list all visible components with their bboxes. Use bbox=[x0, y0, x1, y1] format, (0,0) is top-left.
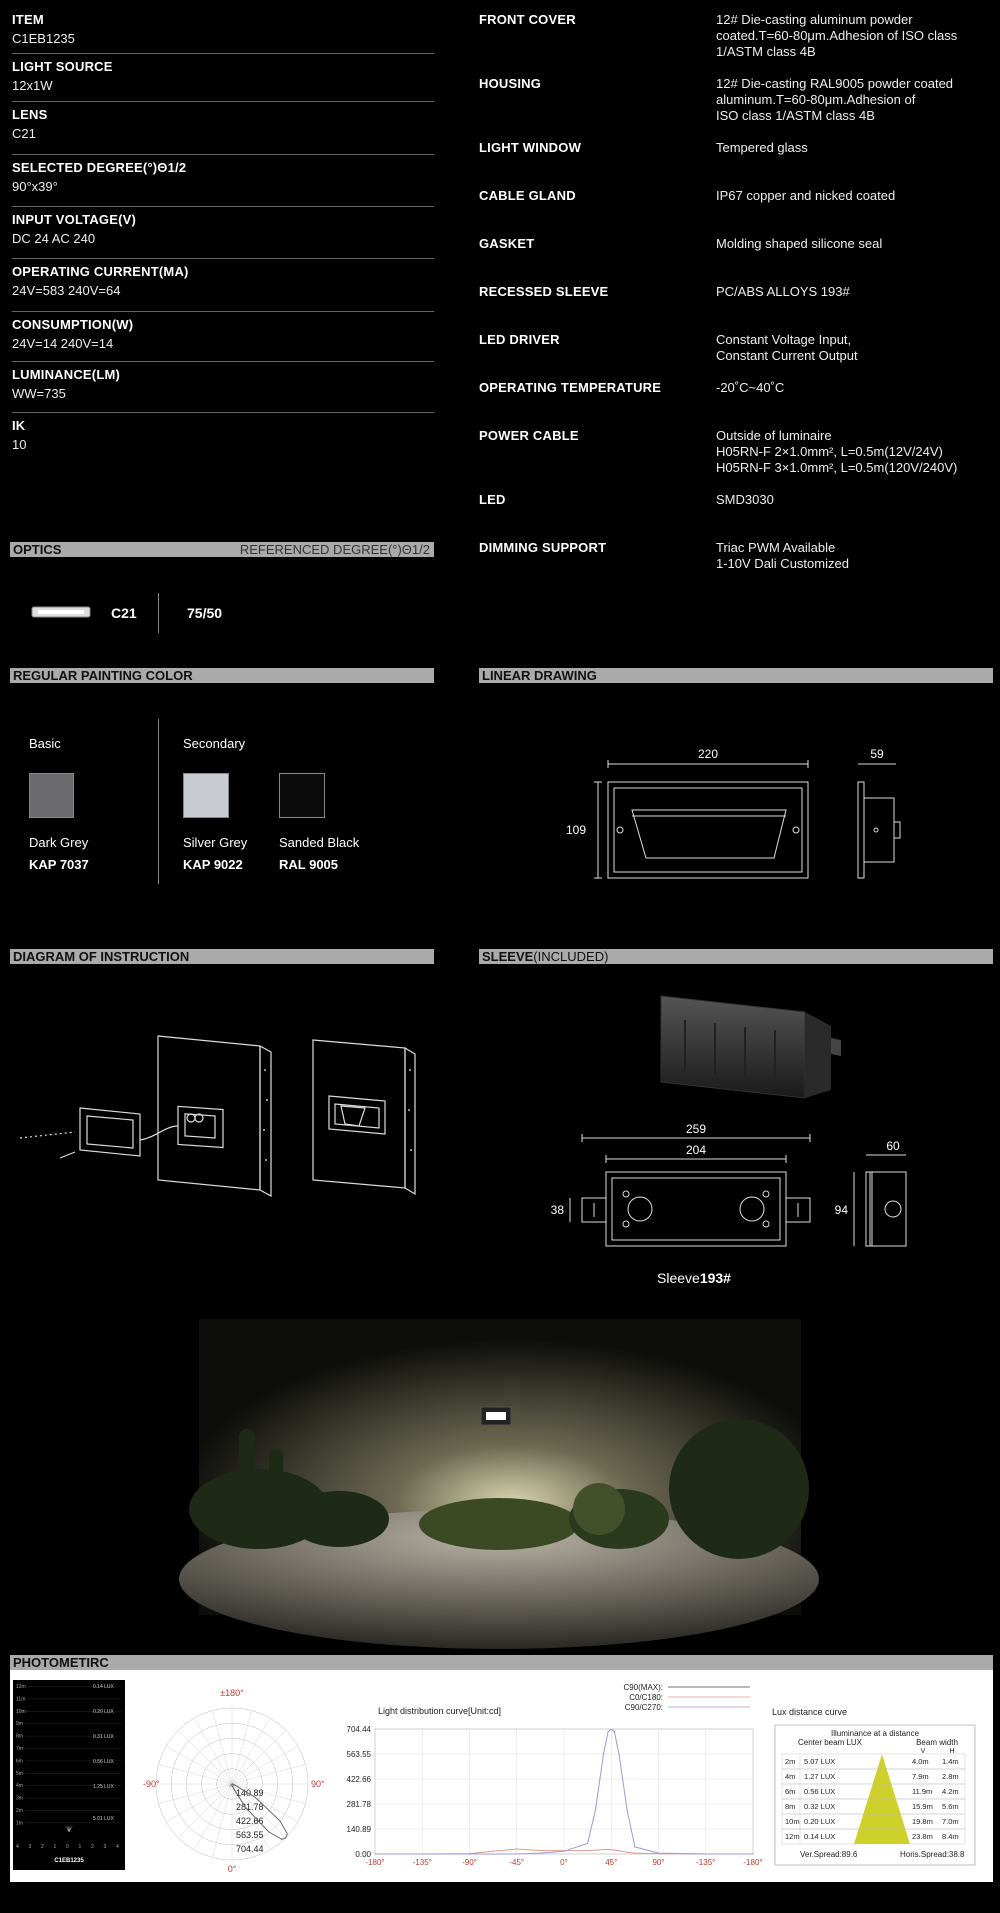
polar-right-label: 90° bbox=[311, 1779, 325, 1789]
beam-spread-thumbnail bbox=[13, 1680, 125, 1870]
beam-lux-label: 1.25 LUX bbox=[93, 1784, 114, 1790]
curve-point bbox=[658, 1853, 659, 1854]
spec-right-value-4-0: Molding shaped silicone seal bbox=[716, 236, 883, 251]
polar-ring-label: 563.55 bbox=[236, 1830, 264, 1840]
linear-drawing-title: LINEAR DRAWING bbox=[482, 668, 597, 683]
beam-axis-label: 0 bbox=[66, 1844, 69, 1850]
spec-value: 10 bbox=[12, 437, 27, 452]
spec-label: LENS bbox=[12, 107, 48, 122]
curve-point bbox=[540, 1850, 541, 1851]
curve-y-tick: 704.44 bbox=[346, 1725, 371, 1734]
curve-point bbox=[374, 1853, 375, 1854]
polar-spoke bbox=[232, 1730, 286, 1784]
spec-value: 90°x39° bbox=[12, 179, 58, 194]
color-name-dark-grey: Dark Grey bbox=[29, 835, 89, 850]
spec-right-value-10-1: 1-10V Dali Customized bbox=[716, 556, 849, 571]
curve-x-tick: -90° bbox=[462, 1858, 477, 1867]
curve-point bbox=[587, 1843, 588, 1844]
curve-point bbox=[516, 1853, 517, 1854]
curve-point bbox=[493, 1853, 494, 1854]
basic-label: Basic bbox=[29, 736, 61, 751]
spec-label: IK bbox=[12, 418, 26, 433]
spec-right-label-1: HOUSING bbox=[479, 76, 542, 91]
lux-row-value: 5.07 LUX bbox=[804, 1757, 836, 1766]
spec-value: 12x1W bbox=[12, 78, 53, 93]
sleeve-inner-dim: 204 bbox=[685, 1143, 707, 1157]
optics-referenced-degree-label: REFERENCED DEGREE(°)Θ1/2 bbox=[239, 542, 430, 557]
polar-ring-label: 704.44 bbox=[236, 1844, 264, 1854]
lux-row-value: 0.56 LUX bbox=[804, 1787, 836, 1796]
beam-lux-label: 0.20 LUX bbox=[93, 1709, 114, 1715]
curve-y-tick: 0.00 bbox=[355, 1850, 371, 1859]
beam-axis-label: 2 bbox=[91, 1844, 94, 1850]
lux-row-distance: 8m bbox=[785, 1802, 796, 1811]
painting-title: REGULAR PAINTING COLOR bbox=[13, 668, 193, 683]
curve-point bbox=[608, 1849, 609, 1850]
sleeve-title-sub: (INCLUDED) bbox=[533, 949, 609, 964]
curve-point bbox=[595, 1850, 596, 1851]
spec-row-4 bbox=[12, 212, 434, 259]
lux-row-value: 1.27 LUX bbox=[804, 1772, 836, 1781]
curve-point bbox=[540, 1853, 541, 1854]
spec-value: DC 24 AC 240 bbox=[12, 231, 96, 246]
photometric-title: PHOTOMETIRC bbox=[13, 1655, 109, 1670]
curve-x-tick: -180° bbox=[743, 1858, 763, 1867]
beam-row-label: 2m bbox=[16, 1808, 23, 1814]
beam-item-label: C1EB1235 bbox=[54, 1858, 84, 1864]
sleeve-height-right-dim: 94 bbox=[834, 1203, 848, 1217]
spec-right-value-5-0: PC/ABS ALLOYS 193# bbox=[716, 284, 850, 299]
polar-spoke bbox=[232, 1746, 298, 1784]
spec-label: LIGHT SOURCE bbox=[12, 59, 113, 74]
spec-label: OPERATING CURRENT(MA) bbox=[12, 264, 189, 279]
sleeve-caption-prefix: Sleeve bbox=[657, 1270, 700, 1286]
spec-right-value-8-1: H05RN-F 2×1.0mm², L=0.5m(12V/24V) bbox=[716, 444, 943, 459]
spec-label: LUMINANCE(LM) bbox=[12, 367, 121, 382]
beam-row-label: 9m bbox=[16, 1721, 23, 1728]
beam-axis-label: 1 bbox=[53, 1844, 57, 1850]
lux-col1: Center beam LUX bbox=[797, 1738, 863, 1747]
spec-value: 24V=14 240V=14 bbox=[12, 336, 114, 351]
lux-row-h: 5.6m bbox=[942, 1802, 959, 1811]
curve-x-tick: 45° bbox=[605, 1858, 618, 1867]
spec-right-label-3: CABLE GLAND bbox=[479, 188, 576, 203]
lux-row-distance: 10m bbox=[785, 1817, 800, 1826]
spec-value: C1EB1235 bbox=[12, 31, 75, 46]
polar-ring-label: 140.89 bbox=[236, 1788, 264, 1798]
curve-point bbox=[516, 1848, 517, 1849]
spec-right-value-10-0: Triac PWM Available bbox=[716, 540, 836, 555]
beam-row-label: 12m bbox=[16, 1684, 26, 1690]
polar-bottom-label: 0° bbox=[227, 1864, 237, 1874]
curve-point bbox=[469, 1853, 470, 1854]
curve-point bbox=[634, 1853, 635, 1854]
polar-distribution-chart bbox=[145, 1684, 335, 1874]
curve-point bbox=[614, 1850, 615, 1851]
polar-spoke bbox=[232, 1764, 305, 1784]
spec-right-label-2: LIGHT WINDOW bbox=[479, 140, 582, 155]
color-swatch-sanded-black bbox=[279, 773, 325, 818]
linear-depth-dim: 59 bbox=[870, 747, 884, 761]
polar-left-label: -90° bbox=[143, 1779, 160, 1789]
photometric-header-bar bbox=[10, 1655, 993, 1670]
curve-point bbox=[603, 1754, 604, 1755]
optics-divider bbox=[158, 593, 159, 633]
lux-row-distance: 12m bbox=[785, 1832, 800, 1841]
lux-distance-chart bbox=[772, 1722, 982, 1870]
secondary-label: Secondary bbox=[183, 736, 246, 751]
spec-right-value-1-1: aluminum.T=60-80μm.Adhesion of bbox=[716, 92, 916, 107]
lux-distance-title: Lux distance curve bbox=[772, 1707, 848, 1717]
lux-hor-spread: Horis.Spread:38.8 bbox=[900, 1850, 965, 1859]
polar-spoke bbox=[178, 1730, 232, 1784]
color-code-silver-grey: KAP 9022 bbox=[183, 857, 243, 872]
sleeve-title: SLEEVE bbox=[482, 949, 534, 964]
beam-row-label: 4m bbox=[16, 1783, 23, 1790]
polar-spoke bbox=[166, 1784, 232, 1822]
curve-point bbox=[752, 1853, 753, 1854]
sleeve-depth-dim: 60 bbox=[886, 1139, 900, 1153]
color-swatch-silver-grey bbox=[183, 773, 229, 818]
spec-row-2 bbox=[12, 107, 434, 155]
beam-axis-label: 4 bbox=[116, 1844, 119, 1850]
spec-row-7 bbox=[12, 367, 434, 413]
spec-row-6 bbox=[12, 317, 434, 362]
beam-row-label: 10m bbox=[16, 1708, 26, 1715]
lux-col2: Beam width bbox=[916, 1738, 958, 1747]
spec-right-label-9: LED bbox=[479, 492, 506, 507]
spec-right-label-4: GASKET bbox=[479, 236, 535, 251]
beam-row-label: 3m bbox=[16, 1795, 23, 1802]
lux-row-distance: 4m bbox=[785, 1772, 796, 1781]
linear-width-dim: 220 bbox=[697, 747, 719, 761]
lux-row-value: 0.14 LUX bbox=[804, 1832, 836, 1841]
spec-row-0 bbox=[12, 12, 434, 54]
beam-row-label: 8m bbox=[16, 1733, 23, 1740]
linear-height-dim: 109 bbox=[565, 823, 586, 837]
lux-row-v: 23.8m bbox=[912, 1832, 933, 1841]
polar-spoke bbox=[166, 1746, 232, 1784]
spec-row-8 bbox=[12, 418, 434, 461]
curve-point bbox=[493, 1851, 494, 1852]
light-distribution-curve-chart bbox=[338, 1678, 763, 1878]
polar-spoke bbox=[194, 1718, 232, 1784]
curve-point bbox=[611, 1849, 612, 1850]
polar-spoke bbox=[159, 1764, 232, 1784]
spec-right-label-8: POWER CABLE bbox=[479, 428, 579, 443]
spec-right-value-6-1: Constant Current Output bbox=[716, 348, 858, 363]
polar-spoke bbox=[194, 1784, 232, 1850]
beam-lux-label: 5.01 LUX bbox=[93, 1816, 114, 1822]
beam-row-label: 5m bbox=[16, 1770, 23, 1777]
spec-right-label-0: FRONT COVER bbox=[479, 12, 576, 27]
lux-row-value: 0.32 LUX bbox=[804, 1802, 836, 1811]
curve-x-tick: 0° bbox=[560, 1858, 568, 1867]
curve-y-tick: 140.89 bbox=[346, 1825, 371, 1834]
curve-legend-label-2: C90/C270: bbox=[624, 1703, 663, 1712]
color-code-dark-grey: KAP 7037 bbox=[29, 857, 89, 872]
curve-x-tick: -45° bbox=[509, 1858, 525, 1867]
spec-right-value-7-0: -20˚C~40˚C bbox=[716, 380, 785, 395]
spec-label: INPUT VOLTAGE(V) bbox=[12, 212, 137, 227]
lux-row-h: 7.0m bbox=[942, 1817, 959, 1826]
spec-right-label-6: LED DRIVER bbox=[479, 332, 560, 347]
spec-right-value-6-0: Constant Voltage Input, bbox=[716, 332, 852, 347]
spec-label: SELECTED DEGREE(°)Θ1/2 bbox=[12, 160, 187, 175]
spec-right-value-2-0: Tempered glass bbox=[716, 140, 808, 155]
lux-row-h: 2.8m bbox=[942, 1772, 959, 1781]
lux-row-v: 7.9m bbox=[912, 1772, 929, 1781]
spec-right-label-5: RECESSED SLEEVE bbox=[479, 284, 609, 299]
installation-scene-photo bbox=[199, 1319, 801, 1615]
polar-top-label: ±180° bbox=[220, 1688, 244, 1698]
spec-row-1 bbox=[12, 59, 434, 102]
curve-legend-label-1: C0/C180: bbox=[629, 1693, 663, 1702]
spec-right-value-0-1: coated.T=60-80μm.Adhesion of ISO class bbox=[716, 28, 958, 43]
curve-point bbox=[608, 1731, 609, 1732]
sleeve-caption-number: 193# bbox=[699, 1270, 731, 1286]
spec-value: WW=735 bbox=[12, 386, 66, 401]
spec-right-label-10: DIMMING SUPPORT bbox=[479, 540, 607, 555]
curve-x-tick: -180° bbox=[365, 1858, 385, 1867]
sleeve-height-left-dim: 38 bbox=[550, 1203, 564, 1217]
beam-axis-label: 3 bbox=[103, 1844, 107, 1850]
lux-v-label: V bbox=[920, 1748, 926, 1755]
spec-row-5 bbox=[12, 264, 434, 312]
curve-point bbox=[614, 1731, 615, 1732]
curve-point bbox=[563, 1851, 564, 1852]
curve-point bbox=[626, 1852, 627, 1853]
spec-right-value-8-2: H05RN-F 3×1.0mm², L=0.5m(120V/240V) bbox=[716, 460, 958, 475]
spec-row-3 bbox=[12, 160, 434, 207]
beam-row-label: 7m bbox=[16, 1746, 23, 1752]
polar-spoke bbox=[212, 1711, 232, 1784]
color-name-silver-grey: Silver Grey bbox=[183, 835, 248, 850]
lux-row-v: 11.9m bbox=[912, 1787, 933, 1796]
color-code-sanded-black: RAL 9005 bbox=[279, 857, 339, 872]
curve-point bbox=[422, 1853, 423, 1854]
polar-spoke bbox=[232, 1711, 252, 1784]
lux-row-v: 4.0m bbox=[912, 1757, 929, 1766]
curve-y-tick: 422.66 bbox=[346, 1775, 371, 1784]
polar-spoke bbox=[212, 1784, 232, 1857]
beam-axis-label: 2 bbox=[41, 1844, 44, 1850]
diagram-header-bar bbox=[10, 949, 434, 964]
curve-point bbox=[634, 1846, 635, 1847]
curve-x-tick: -135° bbox=[412, 1858, 432, 1867]
curve-point bbox=[603, 1849, 604, 1850]
spec-label: CONSUMPTION(W) bbox=[12, 317, 134, 332]
lux-row-distance: 2m bbox=[785, 1757, 796, 1766]
beam-row-label: 11m bbox=[16, 1696, 26, 1703]
painting-divider bbox=[158, 719, 159, 884]
spec-right-value-1-0: 12# Die-casting RAL9005 powder coated bbox=[716, 76, 954, 91]
color-name-sanded-black: Sanded Black bbox=[279, 835, 360, 850]
beam-axis-label: 4 bbox=[16, 1844, 19, 1850]
curve-x-tick: 90° bbox=[652, 1858, 665, 1867]
sleeve-caption bbox=[657, 1270, 731, 1286]
lens-product-icon bbox=[30, 600, 94, 624]
lux-h-label: H bbox=[949, 1748, 955, 1755]
curve-y-tick: 563.55 bbox=[346, 1750, 371, 1759]
spec-right-value-1-2: ISO class 1/ASTM class 4B bbox=[716, 108, 875, 123]
lux-row-value: 0.20 LUX bbox=[804, 1817, 836, 1826]
curve-legend-label-0: C90(MAX): bbox=[623, 1683, 663, 1692]
lux-row-h: 8.4m bbox=[942, 1832, 959, 1841]
lux-row-distance: 6m bbox=[785, 1787, 796, 1796]
curve-point bbox=[705, 1853, 706, 1854]
spec-right-value-9-0: SMD3030 bbox=[716, 492, 774, 507]
beam-axis-label: 1 bbox=[78, 1844, 82, 1850]
polar-spoke bbox=[232, 1718, 270, 1784]
beam-axis-label: 3 bbox=[28, 1844, 32, 1850]
polar-spoke bbox=[178, 1784, 232, 1838]
sleeve-outer-dim: 259 bbox=[685, 1122, 707, 1136]
optics-lens-code: C21 bbox=[111, 605, 137, 621]
lux-ver-spread: Ver.Spread:89.6 bbox=[800, 1850, 858, 1859]
color-swatch-dark-grey bbox=[29, 773, 74, 818]
lux-row-h: 4.2m bbox=[942, 1787, 959, 1796]
sleeve-photo bbox=[655, 990, 840, 1110]
curve-point bbox=[587, 1850, 588, 1851]
lux-row-v: 19.8m bbox=[912, 1817, 933, 1826]
optics-title: OPTICS bbox=[13, 542, 62, 557]
spec-right-value-8-0: Outside of luminaire bbox=[716, 428, 832, 443]
spec-right-value-0-2: 1/ASTM class 4B bbox=[716, 44, 816, 59]
optics-degree-value: 75/50 bbox=[187, 605, 223, 621]
curve-point bbox=[619, 1754, 620, 1755]
spec-value: 24V=583 240V=64 bbox=[12, 283, 121, 298]
lux-row-h: 1.4m bbox=[942, 1757, 959, 1766]
linear-drawing-header-bar bbox=[479, 668, 993, 683]
lux-header: Illuminance at a distance bbox=[830, 1729, 920, 1738]
linear-drawing bbox=[550, 740, 930, 890]
diagram-title: DIAGRAM OF INSTRUCTION bbox=[13, 949, 190, 964]
curve-x-tick: -135° bbox=[696, 1858, 716, 1867]
polar-ring-label: 281.78 bbox=[236, 1802, 264, 1812]
optics-header-bar bbox=[10, 542, 434, 557]
sleeve-drawing bbox=[540, 1118, 950, 1258]
curve-point bbox=[626, 1809, 627, 1810]
sleeve-header-bar bbox=[479, 949, 993, 964]
polar-spoke bbox=[159, 1784, 232, 1804]
curve-point bbox=[619, 1850, 620, 1851]
lux-row-v: 15.9m bbox=[912, 1802, 933, 1811]
installation-diagram bbox=[15, 1030, 435, 1200]
painting-header-bar bbox=[10, 668, 434, 683]
curve-y-tick: 281.78 bbox=[346, 1800, 371, 1809]
beam-lux-label: 0.56 LUX bbox=[93, 1759, 114, 1765]
curve-point bbox=[595, 1809, 596, 1810]
spec-right-value-0-0: 12# Die-casting aluminum powder bbox=[716, 12, 913, 27]
spec-right-value-3-0: IP67 copper and nicked coated bbox=[716, 188, 896, 203]
beam-row-label: 6m bbox=[16, 1758, 23, 1765]
spec-value: C21 bbox=[12, 126, 36, 141]
polar-ring-label: 422.66 bbox=[236, 1816, 264, 1826]
beam-lux-label: 0.31 LUX bbox=[93, 1734, 114, 1740]
curve-point bbox=[611, 1729, 612, 1730]
beam-row-label: 1m bbox=[16, 1820, 23, 1827]
spec-label: ITEM bbox=[12, 12, 44, 27]
spec-right-label-7: OPERATING TEMPERATURE bbox=[479, 380, 662, 395]
curve-chart-title: Light distribution curve[Unit:cd] bbox=[378, 1706, 502, 1716]
beam-lux-label: 0.14 LUX bbox=[93, 1684, 114, 1690]
